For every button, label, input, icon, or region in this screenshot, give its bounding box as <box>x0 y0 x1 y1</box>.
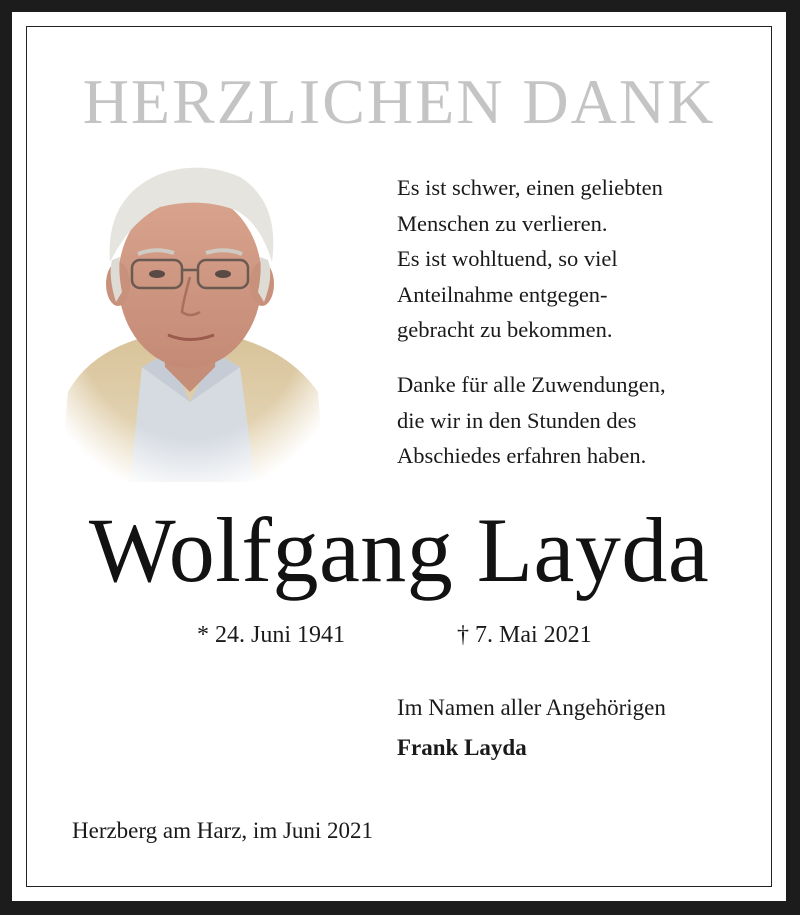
deceased-name: Wolfgang Layda <box>88 499 710 601</box>
verse-line: Abschiedes erfahren haben. <box>397 443 647 468</box>
death-date: † 7. Mai 2021 <box>457 622 592 648</box>
verse-line: Danke für alle Zuwendungen, <box>397 372 666 397</box>
verse-line: Es ist schwer, einen geliebten <box>397 175 663 200</box>
thanks-verse-one <box>397 170 663 348</box>
verse-line: Anteilnahme entgegen- <box>397 281 608 307</box>
notice-paper <box>12 12 786 901</box>
verse-line: Es ist wohltuend, so viel <box>397 246 618 271</box>
verse-line: gebracht zu bekommen. <box>397 317 613 342</box>
signature-label: Im Namen aller Angehörigen <box>397 695 666 720</box>
place-and-date: Herzberg am Harz, im Juni 2021 <box>72 818 374 843</box>
page-title: HERZLICHEN DANK <box>82 66 716 137</box>
birth-date: * 24. Juni 1941 <box>197 622 346 648</box>
thanks-verse-two <box>397 367 666 474</box>
verse-line: die wir in den Stunden des <box>397 407 637 433</box>
portrait-photo <box>50 152 332 482</box>
signature-name: Frank Layda <box>397 735 527 760</box>
verse-line: Menschen zu verlieren. <box>397 210 608 236</box>
